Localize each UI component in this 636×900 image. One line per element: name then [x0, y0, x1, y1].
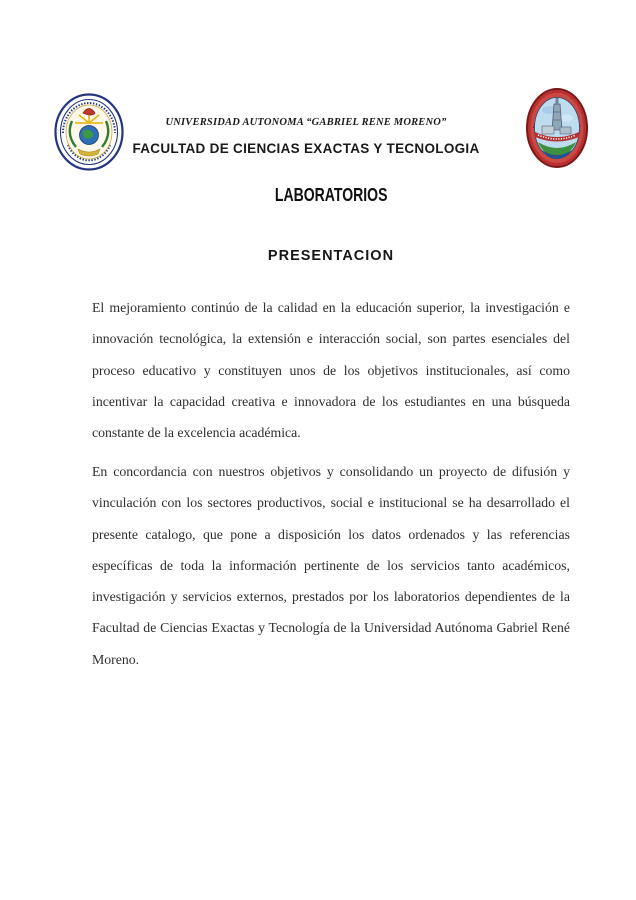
page-title: PRESENTACION: [267, 248, 395, 264]
faculty-name-line: FACULTAD DE CIENCIAS EXACTAS Y TECNOLOGIA: [132, 141, 480, 156]
section-line: [0, 185, 636, 206]
body-paragraph: El mejoramiento continúo de la calidad en la educación superior, la investigación e innovación tecnológica, la extensión e interacción social, son partes esenciales del proceso educativo y constituyen unos de los objetivos institucionales, así como incentivar la capacidad creativa e innovadora de los estudiantes en una búsqueda constante de la excelencia académica.: [92, 300, 570, 441]
fcyt-logo-icon: [526, 88, 588, 168]
university-name-line: UNIVERSIDAD AUTONOMA “GABRIEL RENE MORENO”: [165, 117, 447, 128]
uagrm-seal-graphic: [54, 93, 124, 171]
laboratorios-label: LABORATORIOS: [274, 185, 388, 205]
fcyt-seal-graphic: [526, 88, 588, 168]
document-body: [92, 292, 570, 683]
uagrm-logo-icon: [54, 93, 124, 171]
body-paragraph: En concordancia con nuestros objetivos y consolidando un proyecto de difusión y vinculación con los sectores productivos, social e institucional se ha desarrollado el presente catalogo, que pone a disposición los datos ordenados y las referencias específicas de toda la información pertinente de los servicios tanto académicos, investigación y servicios externos, prestados por los laboratorios dependientes de la Facultad de Ciencias Exactas y Tecnología de la Universidad Autónoma Gabriel René Moreno.: [92, 463, 570, 667]
